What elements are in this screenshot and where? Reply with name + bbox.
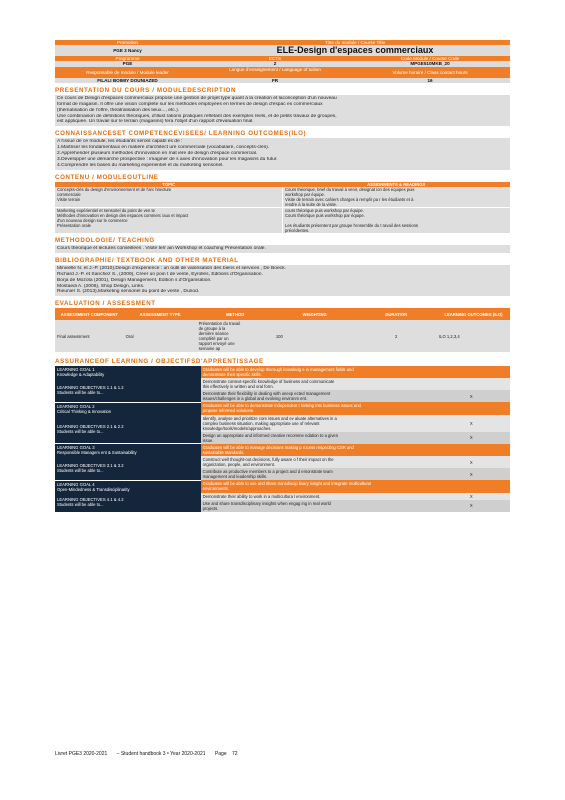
method-line: Présentation du travail [198,321,241,327]
objective-subtitle: Students will be able to... [57,390,104,396]
component-value: Final assessment [57,333,90,339]
objective-text: management and leadership skills. [202,474,268,480]
learning-outcomes-text [55,138,510,170]
objective-check: X [433,468,510,480]
goal-description: Graduates will be able to develop thorough knowledg e in management fields and [202,367,354,373]
reading-line: rendre à la suite de la visite. [285,201,338,207]
bibliography-text [55,265,510,297]
goal-description: Graduates will be able to manage decisions making p rocess respecting CSR and [202,444,354,450]
topic-line: Méthodes d'innovation en design des espaces commerc iaux et impact [57,212,189,218]
objective-text: organization, people, and environment. [202,462,275,468]
objective-text: Design an appropriate and informed creative recomme ndation to a given [202,432,339,438]
duration-value: 2 [395,333,398,339]
contact-hours-value: 16 [350,78,510,83]
module-leader-value: FILALI BOIMIY DOUNIAZED [55,78,200,83]
course-code-value: MPGE510MKB_20 [350,61,510,66]
topic-line: d'un nouveau design sur le commerce [57,217,128,223]
objective-check: X [433,415,510,432]
course-title: ELE-Design d'espaces commerciaux [200,45,510,56]
objective-text: knowledge/tools/models/approaches. [202,425,272,431]
goal-description: sustainable standards. [202,449,245,455]
objective-text: complex business situation, making appropriate use of relevant [202,420,320,426]
promotion-label: Promotion [55,40,200,45]
presentation-line: Ce cours de Design d'espaces commerciaux propose une gestion de projet type quant à la création et laconception d'un nouveau [57,95,337,101]
programme-label: Programme [55,56,200,61]
topic-line: Présentation orale [57,222,91,228]
objective-text: issue. [202,437,214,443]
objective-text: Contribute as productive members to a project and d emonstrate team [202,469,333,475]
reading-line: précédentes. [285,227,310,233]
topic-line: Concepts-clés du design d'environnement et de l'arc hitecture [57,186,172,192]
footer-left: Livret PGE3 2020-2021 [55,751,108,757]
objective-text: projects. [202,505,219,511]
language-value: FR [200,78,350,83]
reading-line: workshop par équipe. [285,191,326,197]
module-leader-label: Responsable de module / Module leader [55,67,200,78]
evaluation-table [55,308,510,352]
assurance-title: ASSURANCEOF LEARNING / OBJECTIFSD'APPRENTISSAGE [55,358,264,366]
objective-text: Use and share transdisciplinary insights when engag ing in real world [202,500,331,506]
reading-line: Les étudiants présentent par groupe l'ensemble du t ravail des sessions [285,222,419,228]
objective-subtitle: Students will be able to... [57,429,104,435]
objective-text: Demonstrate context-specific knowledge of business and communicate [202,379,335,385]
method-line: semaine ap [198,346,221,352]
table-row [55,187,510,208]
topic-line: Visite terrain [57,196,81,202]
topic-header: TOPIC [55,182,283,187]
goal-description: environments. [202,486,229,492]
bibliography-line: Mostaedi A. (2006), Shop Design, Links. [57,283,145,289]
reading-line: Visite de terrain avec cahiers charges à remplir pa r les étudiants et à [285,196,414,202]
learning-outcome-line: 4.Comprendre les bases du marketing expérientiel et du marketing sensoriel. [57,162,224,168]
goal-description: propose informed solutions. [202,408,255,414]
course-header [55,40,510,83]
course-code-label: Code Module / Course Code [350,56,510,61]
bibliography-line: Richard J.-P. et Sanchez S., (2009), Créer un poin t de vente, Eyrolles, Editions d'Organisation. [57,271,263,277]
objective-label: LEARNING OBJECTIVES 1.1 & 1.2 [57,385,124,391]
topic-line: Marketing expérientiel et sensoriel du point de ven te [57,207,155,213]
goal-label: LEARNING GOAL 2 [57,403,95,409]
reading-line: Cours théorique puis workshop par équipe. [285,212,365,218]
method-header: METHOD [197,308,274,320]
objective-subtitle: Students will be able to... [57,502,104,508]
learning-outcome-line: 1.Maîtriser les fondamentaux en matière d'architect ure commerciale (vocabulaire, concepts-clés). [57,145,270,151]
page-number: 72 [232,751,238,757]
presentation-line: est appliquée. Un travail sur le terrain (magasins) fera l'objet d'un rapport d'évaluation final. [57,119,254,125]
method-line: rapport envoyé une [198,341,235,347]
objective-row [55,493,510,500]
objective-check: X [433,390,510,402]
component-header: ASSESSMENT COMPONENT [55,308,124,320]
presentation-line: (thématisation de l'offre, théâtralisation des lieux..., etc.). [57,107,180,113]
goal-name: Knowledge & Adaptability [57,372,105,378]
bibliography-title: BIBLIOGRAPHIE/ TEXTBOOK AND OTHER MATERIAL [55,256,239,264]
objective-subtitle: Students will be able to... [57,468,104,474]
goal-row [55,444,510,457]
goal-row [55,366,510,378]
reading-line: Cours théorique, brief du travail à venir, désignat ion des équipes puis [285,186,415,192]
page-footer [55,751,246,757]
objective-text: Identify, analyse and prioritize core issues and ev aluate alternatives in a [202,415,337,421]
objective-row [55,378,510,390]
contact-hours-label: Volume horaire / Class contact hours [350,67,510,78]
ilo-value: ILO 1,2,3,4 [439,333,460,339]
learning-outcome-line: 3.Développer une démarche prospective : imaginer de s axes d'innovation pour les magasins du futur. [57,157,278,163]
presentation-line: format de magasin. Il offre une vision complète sur les méthodes employées en termes de design d'espac es commerciaux [57,101,323,107]
objective-label: LEARNING OBJECTIVES 2.1 & 2.2 [57,424,124,430]
goal-row [55,480,510,493]
learning-outcome-line: A l'issue de ce module, les étudiants seront capabl es de : [57,139,183,145]
programme-value: PGE [55,61,200,66]
goal-name: Responsible Managem ent & Sustainability [57,450,137,456]
assurance-table [55,366,510,512]
table-row [55,207,510,233]
footer-middle: – Student handbook 3 ᵉ Year 2020-2021 [116,751,206,757]
learning-outcomes-title: CONNAISSANCESET COMPETENCEVISEES/ LEARNING OUTCOMES(ILO) [55,130,307,138]
footer-page-label: Page [214,751,227,757]
objective-check: X [433,500,510,512]
weighting-header: WEIGHTING [274,308,356,320]
objective-check: X [433,432,510,444]
method-line: dernière séance [198,331,229,337]
objective-row [55,415,510,432]
methodology-text [55,245,510,253]
objective-row [55,456,510,468]
language-label: Langue d'enseignement / Language of tuition [200,67,350,78]
type-value: Oral [125,333,134,339]
goal-description: Graduates will be able to demonstrate independent t hinking into business issues and [202,403,361,409]
method-line: de groupe à la [198,326,226,332]
evaluation-title: EVALUATION / ASSESSMENT [55,300,156,308]
weighting-value: 100 [275,333,283,339]
ects-label: ECTS [200,56,350,61]
objective-text: Demonstrate their ability to work in a multicultura l environment. [202,493,321,499]
course-sheet [55,40,510,512]
ects-value: 2 [200,61,350,66]
topic-line: commerciale [57,191,81,197]
readings-header: ASSIGNMENTS & READINGS [283,182,511,187]
reading-line: cours théorique puis workshop par équipe. [285,207,364,213]
duration-header: DURATION [355,308,437,320]
objective-label: LEARNING OBJECTIVES 3.1 & 3.2 [57,463,124,469]
objective-check: X [433,456,510,468]
objective-check: X [433,493,510,500]
module-outline-title: CONTENU / MODULEOUTLINE [55,173,159,181]
goal-label: LEARNING GOAL 3 [57,445,95,451]
bibliography-line: Borja de Mozota (2001), Design Management, Edition s d'Organisation. [57,277,212,283]
table-row [55,320,510,352]
learning-outcome-line: 2.Appréhender plusieurs méthodes d'innovation en mat ière de design d'espace commercial. [57,151,258,157]
goal-description: Graduates will be able to use and share transdiscip linary insight and integrate multicultural [202,481,372,487]
ilo-header: LEARNING OUTCOMES (ILO) [437,308,510,320]
objective-text: issues/challenges in a global and evolving environm ent. [202,396,308,402]
promotion-value: PGE 3 Nancy [55,45,200,56]
bibliography-line: Minvielle N. et J.-P. (2010),Design d'expérience : un outil de valorisation des biens et services , De Boeck. [57,265,286,271]
method-line: complété par un [198,336,229,342]
type-header: ASSESSMENT TYPE [124,308,197,320]
presentation-text [55,95,510,127]
goal-label: LEARNING GOAL 4 [57,481,95,487]
goal-description: demonstrate their specific skills. [202,372,262,378]
course-title-label: Titre du module / Course Title [200,40,510,45]
goal-row [55,402,510,415]
objective-text: Construct well thought-out decisions, fully aware o f their impact on the [202,457,334,463]
objective-label: LEARNING OBJECTIVES 4.1 & 4.2 [57,497,124,503]
presentation-title: PRESENTATION DU COURS / MODULEDESCRIPTION [55,86,237,94]
methodology-line: Cours théorique et lectures conseillées . Visite terr ain Workshop et coaching Présentation orale. [57,245,266,251]
presentation-line: Une combinaison de définitions théoriques, d'illust rations pratiques reflétant des exemples réels, et de petits travaux de groupes, [57,113,337,119]
objective-check [433,378,510,390]
goal-label: LEARNING GOAL 1 [57,367,95,373]
bibliography-line: Rieunier S. (2013),Marketing sensoriel du point de vente , Dunod. [57,289,200,295]
goal-name: Open-Mindedness & Transdisciplinarity [57,486,130,492]
methodology-title: METHODOLOGIE/ TEACHING [55,236,155,244]
objective-text: this effectively in written and oral form. [202,384,274,390]
objective-text: Demonstrate their flexibility in dealing with unexp ected management [202,391,331,397]
goal-name: Critical Thinking & Innovation [57,408,112,414]
module-outline-table [55,182,510,233]
